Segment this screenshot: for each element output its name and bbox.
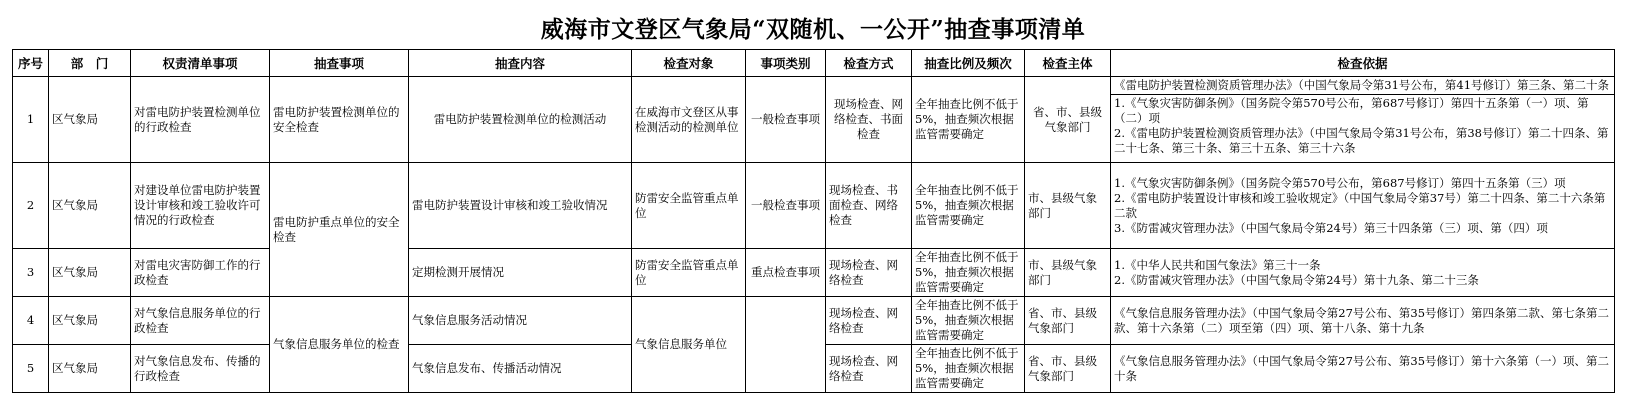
col-header-basis: 检查依据 [1111,50,1615,77]
basis-part: 1.《气象灾害防御条例》（国务院令第570号公布，第687号修订）第四十五条第（一）项、第（二）项 2.《雷电防护装置检测资质管理办法》（中国气象局令第31号公布，第38号修订）第二十四条、第二十七条、第三十条、第三十五条、第三十六条 [1114,96,1609,155]
cell-basis: 1.《中华人民共和国气象法》第三十一条 2.《防雷减灾管理办法》（中国气象局令第24号）第十九条、第二十三条 [1111,249,1615,297]
cell-dept: 区气象局 [49,297,131,345]
cell-duty: 对雷电防护装置检测单位的行政检查 [131,77,270,163]
col-header-duty: 权责清单事项 [131,50,270,77]
basis-part: 《雷电防护装置检测资质管理办法》（中国气象局令第31号公布，第41号修订）第三条、第二十条 [1111,77,1614,95]
cell-content: 雷电防护装置检测单位的检测活动 [409,77,632,163]
table-row [13,249,1615,297]
cell-dept: 区气象局 [49,345,131,393]
cell-target: 防雷安全监管重点单位 [632,163,746,249]
cell-dept: 区气象局 [49,249,131,297]
col-header-dept: 部 门 [49,50,131,77]
cell-method: 现场检查、网络检查 [826,345,912,393]
cell-basis: 《气象信息服务管理办法》（中国气象局令第27号公布、第35号修订）第十六条第（一）项、第二十条 [1111,345,1615,393]
table-row [13,77,1615,163]
cell-dept: 区气象局 [49,77,131,163]
cell-content: 气象信息发布、传播活动情况 [409,345,632,393]
cell-duty: 对气象信息发布、传播的行政检查 [131,345,270,393]
cell-ratio: 全年抽查比例不低于5%，抽查频次根据监管需要确定 [912,297,1025,345]
col-header-item: 抽查事项 [270,50,409,77]
col-header-no: 序号 [13,50,49,77]
cell-basis [1111,77,1615,163]
cell-item: 雷电防护装置检测单位的安全检查 [270,77,409,163]
cell-basis: 《气象信息服务管理办法》（中国气象局令第27号公布、第35号修订）第四条第二款、第七条第二款、第十六条第（二）项至第（四）项、第十八条、第十九条 [1111,297,1615,345]
cell-subject: 市、县级气象部门 [1025,163,1111,249]
cell-ratio: 全年抽查比例不低于5%，抽查频次根据监管需要确定 [912,77,1025,163]
cell-duty: 对气象信息服务单位的行政检查 [131,297,270,345]
header-row [13,50,1615,77]
col-header-subject: 检查主体 [1025,50,1111,77]
cell-target: 防雷安全监管重点单位 [632,249,746,297]
cell-category: 重点检查事项 [746,249,826,297]
cell-ratio: 全年抽查比例不低于5%，抽查频次根据监管需要确定 [912,163,1025,249]
col-header-ratio: 抽查比例及频次 [912,50,1025,77]
cell-no: 2 [13,163,49,249]
cell-item: 雷电防护重点单位的安全检查 [270,163,409,297]
cell-method: 现场检查、网络检查 [826,297,912,345]
document-title: 威海市文登区气象局“双随机、一公开”抽查事项清单 [540,16,1086,43]
cell-method: 现场检查、书面检查、网络检查 [826,163,912,249]
cell-dept: 区气象局 [49,163,131,249]
cell-target: 在威海市文登区从事检测活动的检测单位 [632,77,746,163]
table-row [13,297,1615,345]
cell-duty: 对雷电灾害防御工作的行政检查 [131,249,270,297]
col-header-content: 抽查内容 [409,50,632,77]
cell-no: 5 [13,345,49,393]
table-row [13,163,1615,249]
cell-ratio: 全年抽查比例不低于5%，抽查频次根据监管需要确定 [912,249,1025,297]
inspection-table [12,49,1615,393]
col-header-category: 事项类别 [746,50,826,77]
cell-method: 现场检查、网络检查 [826,249,912,297]
cell-content: 定期检测开展情况 [409,249,632,297]
cell-method: 现场检查、网络检查、书面检查 [826,77,912,163]
cell-content: 气象信息服务活动情况 [409,297,632,345]
cell-duty: 对建设单位雷电防护装置设计审核和竣工验收许可情况的行政检查 [131,163,270,249]
col-header-method: 检查方式 [826,50,912,77]
cell-no: 1 [13,77,49,163]
cell-target: 气象信息服务单位 [632,297,746,393]
cell-category: 一般检查事项 [746,77,826,163]
cell-subject: 省、市、县级气象部门 [1025,297,1111,345]
col-header-target: 检查对象 [632,50,746,77]
cell-content: 雷电防护装置设计审核和竣工验收情况 [409,163,632,249]
cell-item: 气象信息服务单位的检查 [270,297,409,393]
cell-subject: 省、市、县级气象部门 [1025,345,1111,393]
cell-ratio: 全年抽查比例不低于5%，抽查频次根据监管需要确定 [912,345,1025,393]
cell-subject: 市、县级气象部门 [1025,249,1111,297]
cell-no: 3 [13,249,49,297]
cell-category [746,297,826,393]
cell-no: 4 [13,297,49,345]
cell-basis: 1.《气象灾害防御条例》（国务院令第570号公布，第687号修订）第四十五条第（三）项 2.《雷电防护装置设计审核和竣工验收规定》（中国气象局令第37号）第二十四条、第二十六条第二款 3.《防雷减灾管理办法》（中国气象局令第24号）第三十四条第（三）项、第（四）项 [1111,163,1615,249]
cell-subject: 省、市、县级气象部门 [1025,77,1111,163]
cell-category: 一般检查事项 [746,163,826,249]
